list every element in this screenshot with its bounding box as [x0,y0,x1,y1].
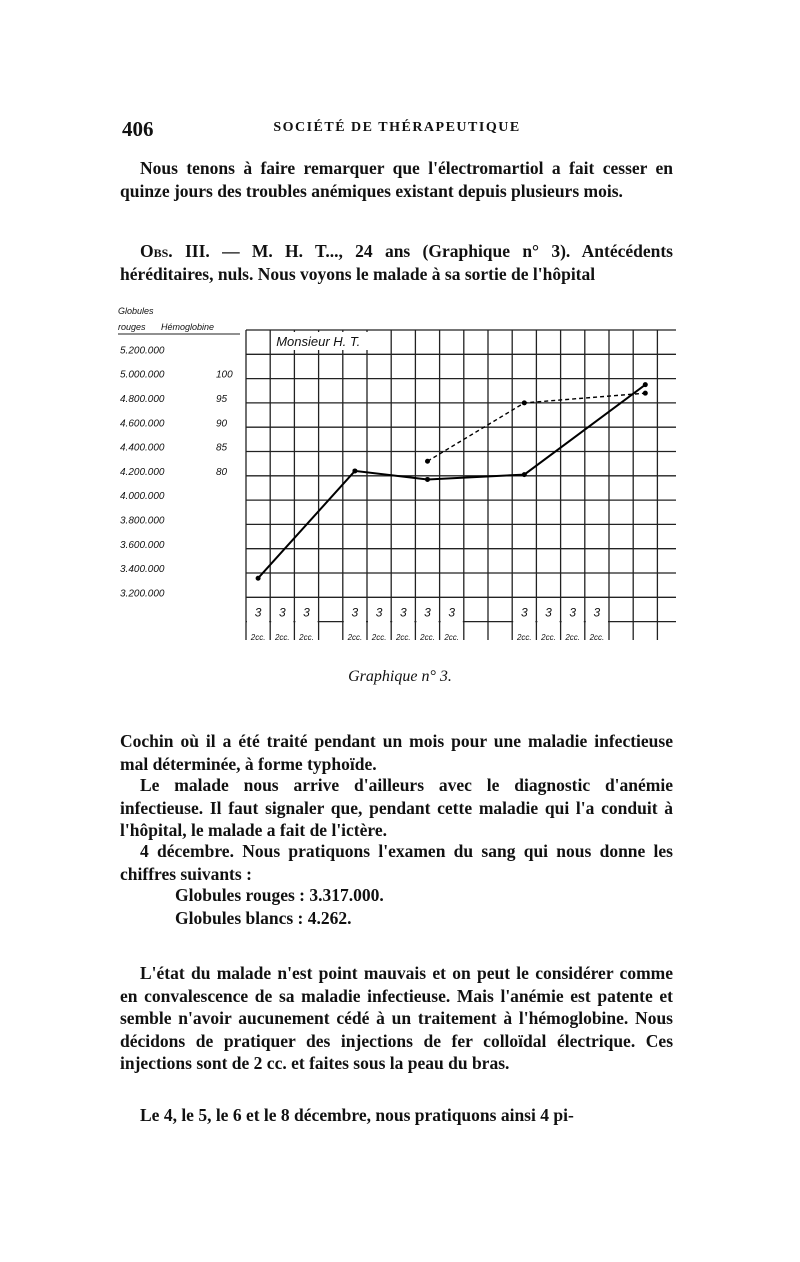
y-left-tick: 3.600.000 [120,539,165,551]
y-right-tick: 100 [216,369,233,381]
chart-title: Monsieur H. T. [276,334,361,349]
paragraph-injections: Le 4, le 5, le 6 et le 8 décembre, nous pratiquons ainsi 4 pi- [140,1105,574,1125]
injection-number: 3 [303,605,310,620]
injection-number: 3 [545,605,552,620]
injection-number: 3 [424,605,431,620]
injection-dose: 2cc. [444,632,460,640]
left-header-hemoglobine: Hémoglobine [161,322,215,332]
red-cell-count: Globules rouges : 3.317.000. [175,885,384,905]
y-left-tick: 3.400.000 [120,564,165,576]
data-point [256,576,261,581]
injection-dose: 2cc. [299,632,314,640]
running-title: SOCIÉTÉ DE THÉRAPEUTIQUE [273,120,521,135]
injection-number: 3 [399,605,407,620]
injection-dose: 2cc. [541,632,556,640]
injection-number: 3 [375,605,383,620]
injection-number: 3 [520,605,528,620]
injection-dose: 2cc. [420,632,435,640]
blood-values [175,884,384,930]
injection-number: 3 [569,605,577,620]
injection-number: 3 [254,605,262,620]
blood-chart [116,300,676,640]
injection-dose: 2cc. [250,632,266,640]
injection-number: 3 [278,605,286,620]
y-left-tick: 4.800.000 [120,394,165,406]
data-point [643,391,648,396]
y-left-tick: 5.200.000 [120,345,165,357]
y-left-tick: 4.600.000 [120,418,165,430]
data-point [352,468,357,473]
y-left-tick: 4.000.000 [120,491,165,503]
y-left-tick: 4.200.000 [120,466,165,478]
y-right-tick: 95 [216,394,228,406]
obs-label: Obs. III. [140,241,210,261]
y-left-tick: 5.000.000 [120,369,165,381]
paragraph-cochin: Cochin où il a été traité pendant un mois pour une maladie infectieuse mal déterminée, à forme typhoïde. [120,731,673,774]
data-point [522,400,527,405]
injection-number: 3 [448,605,456,620]
page-header [122,117,672,141]
y-left-tick: 3.800.000 [120,515,165,527]
paragraph-exam: 4 décembre. Nous pratiquons l'examen du sang qui nous donne les chiffres suivants : [120,841,673,884]
data-point [643,382,648,387]
injection-dose: 2cc. [274,632,290,640]
injection-number: 3 [593,605,601,620]
injection-dose: 2cc. [371,632,387,640]
paragraph-intro: Nous tenons à faire remarquer que l'électromartiol a fait cesser en quinze jours des troubles anémiques existant depuis plusieurs mois. [120,158,673,201]
injection-dose: 2cc. [395,632,411,640]
data-point [522,472,527,477]
data-point [425,459,430,464]
data-point [425,477,430,482]
injection-number: 3 [351,605,359,620]
paragraph-obs: Obs. III. — M. H. T..., 24 ans (Graphique n° 3). Antécédents héréditaires, nuls. Nous voyons le malade à sa sortie de l'hôpital [120,241,673,284]
page-number: 406 [122,117,154,141]
y-right-tick: 90 [216,418,228,430]
y-right-tick: 80 [216,466,228,478]
white-cell-count: Globules blancs : 4.262. [175,908,352,928]
injection-dose: 2cc. [347,632,363,640]
paragraph-etat: L'état du malade n'est point mauvais et on peut le considérer comme en convalescence de sa maladie infectieuse. Mais l'anémie est patente et semble n'avoir aucunement cédé à un traitement à l'hémoglobine. Nous décidons de pratiquer des injections de fer colloïdal électrique. Ces injections sont de 2 cc. et faites sous la peau du bras. [120,963,673,1073]
left-header-globules: Globules [118,306,154,316]
paragraph-diagnostic: Le malade nous arrive d'ailleurs avec le diagnostic d'anémie infectieuse. Il faut signaler que, pendant cette maladie qui l'a conduit à l'hôpital, le malade a fait de l'ictère. [120,775,673,840]
figure-caption: Graphique n° 3. [348,668,452,685]
left-header-rouges: rouges [118,322,146,332]
y-left-tick: 4.400.000 [120,442,165,454]
y-right-tick: 85 [216,442,228,454]
injection-dose: 2cc. [516,632,532,640]
injection-dose: 2cc. [565,632,581,640]
injection-dose: 2cc. [589,632,605,640]
chart-svg [116,300,676,640]
y-left-tick: 3.200.000 [120,588,165,600]
